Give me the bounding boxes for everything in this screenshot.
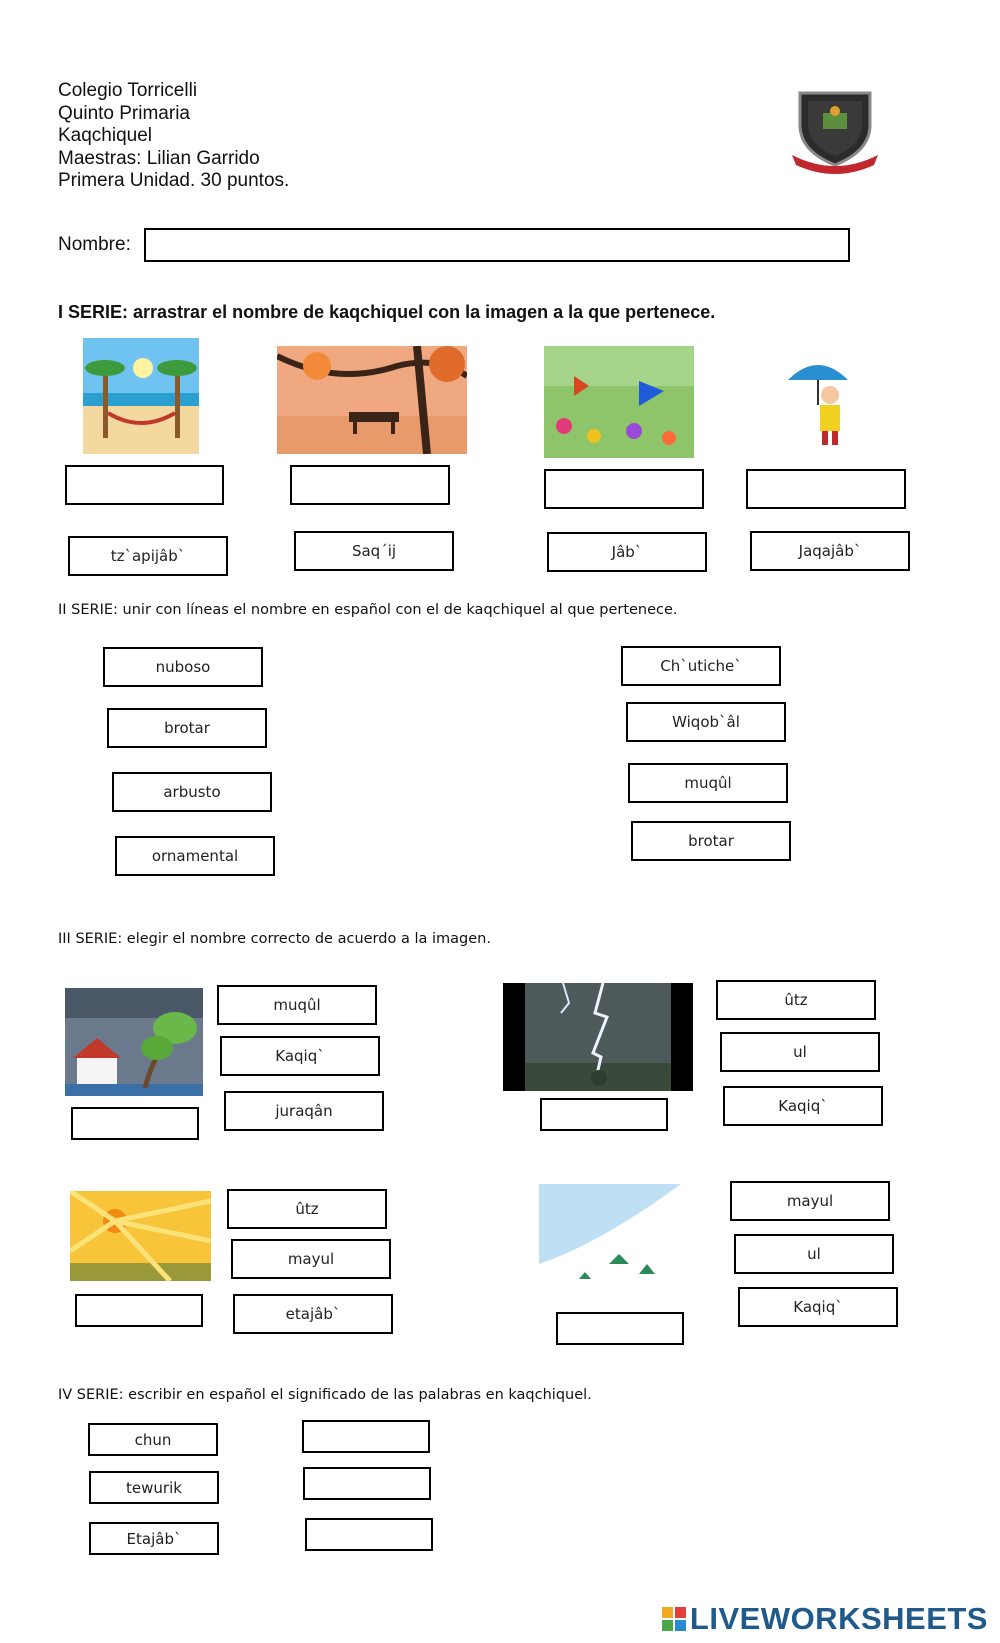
option-word[interactable]: Kaqiq` (220, 1036, 380, 1076)
serie2-title: II SERIE: unir con líneas el nombre en español con el de kaqchiquel al que pertenece. (58, 602, 678, 618)
snow-mountain-image (539, 1184, 681, 1297)
rain-girl-image (778, 350, 870, 454)
option-word[interactable]: Kaqiq` (723, 1086, 883, 1126)
option-word[interactable]: ul (720, 1032, 880, 1072)
serie3-answer-box[interactable] (556, 1312, 684, 1345)
spanish-word[interactable]: arbusto (112, 772, 272, 812)
unit: Primera Unidad. 30 puntos. (58, 170, 290, 191)
translation-input[interactable] (305, 1518, 433, 1551)
draggable-word[interactable]: Jaqajâb` (750, 531, 910, 571)
school-header (58, 80, 289, 193)
draggable-word[interactable]: Jâb` (547, 532, 707, 572)
autumn-park-image (277, 346, 467, 454)
serie1-title: I SERIE: arrastrar el nombre de kaqchiquel con la imagen a la que pertenece. (58, 302, 716, 322)
option-word[interactable]: ûtz (227, 1189, 387, 1229)
name-label: Nombre: (58, 234, 131, 255)
spanish-word[interactable]: ornamental (115, 836, 275, 876)
storm-house-image (65, 988, 203, 1096)
name-input[interactable] (144, 228, 850, 262)
option-word[interactable]: muqûl (217, 985, 377, 1025)
option-word[interactable]: mayul (730, 1181, 890, 1221)
serie1-answer-box[interactable] (65, 465, 224, 505)
brand-name: LIVEWORKSHEETS (689, 1601, 988, 1636)
option-word[interactable]: juraqân (224, 1091, 384, 1131)
kaqchiquel-word: chun (88, 1423, 218, 1456)
kaqchiquel-word: Etajâb` (89, 1522, 219, 1555)
draggable-word[interactable]: Saq´ij (294, 531, 454, 571)
serie3-answer-box[interactable] (71, 1107, 199, 1140)
spanish-word[interactable]: brotar (107, 708, 267, 748)
sun-image (70, 1191, 211, 1281)
grade: Quinto Primaria (58, 102, 190, 124)
liveworksheets-logo-icon (662, 1607, 686, 1631)
spanish-word[interactable]: nuboso (103, 647, 263, 687)
serie1-answer-box[interactable] (544, 469, 704, 509)
lightning-image (503, 983, 693, 1091)
teacher: Maestras: Lilian Garrido (58, 147, 260, 169)
serie3-answer-box[interactable] (540, 1098, 668, 1131)
spring-flowers-image (544, 346, 694, 458)
kaqchiquel-word: tewurik (89, 1471, 219, 1504)
draggable-word[interactable]: tz`apijâb` (68, 536, 228, 576)
translation-input[interactable] (303, 1467, 431, 1500)
translation-input[interactable] (302, 1420, 430, 1453)
kaqchiquel-word[interactable]: Ch`utiche` (621, 646, 781, 686)
option-word[interactable]: Kaqiq` (738, 1287, 898, 1327)
subject: Kaqchiquel (58, 125, 153, 146)
school-name: Colegio Torricelli (58, 80, 198, 101)
kaqchiquel-word[interactable]: muqûl (628, 763, 788, 803)
option-word[interactable]: ul (734, 1234, 894, 1274)
serie3-answer-box[interactable] (75, 1294, 203, 1327)
serie1-answer-box[interactable] (290, 465, 450, 505)
beach-summer-image (83, 338, 199, 454)
serie4-title: IV SERIE: escribir en español el significado de las palabras en kaqchiquel. (58, 1387, 592, 1403)
serie3-title: III SERIE: elegir el nombre correcto de acuerdo a la imagen. (58, 931, 491, 947)
kaqchiquel-word[interactable]: Wiqob`âl (626, 702, 786, 742)
kaqchiquel-word[interactable]: brotar (631, 821, 791, 861)
option-word[interactable]: etajâb` (233, 1294, 393, 1334)
option-word[interactable]: mayul (231, 1239, 391, 1279)
serie1-answer-box[interactable] (746, 469, 906, 509)
liveworksheets-footer (662, 1601, 988, 1637)
school-crest-logo (790, 85, 880, 175)
option-word[interactable]: ûtz (716, 980, 876, 1020)
